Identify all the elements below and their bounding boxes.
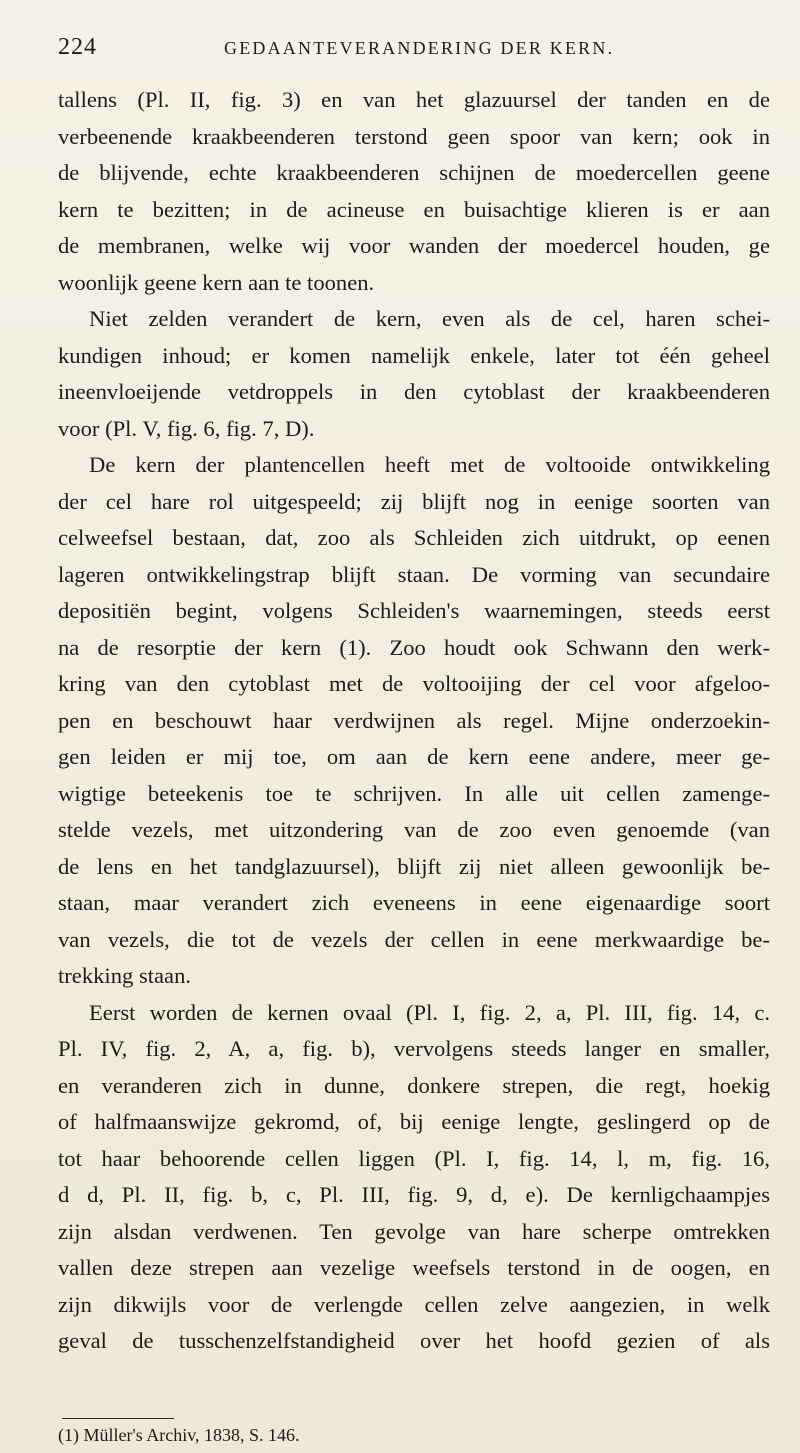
paragraph (58, 995, 770, 1360)
text-line: kundigen inhoud; er komen namelijk enkele, later tot één geheel (58, 342, 770, 368)
text-line: de lens en het tandglazuursel), blijft zij niet alleen gewoonlijk be- (58, 853, 770, 879)
text-line: Pl. IV, fig. 2, A, a, fig. b), vervolgens steeds langer en smaller, (58, 1036, 770, 1061)
text-line: kring van den cytoblast met de voltooijing der cel voor afgeloo- (58, 671, 770, 696)
page-number: 224 (58, 34, 97, 60)
text-line: De kern der plantencellen heeft met de voltooide ontwikkeling (89, 452, 770, 477)
text-line: depositiën begint, volgens Schleiden's waarnemingen, steeds eerst (58, 598, 770, 623)
body-text (58, 82, 770, 1360)
text-line: lageren ontwikkelingstrap blijft staan. De vorming van secundaire (58, 561, 770, 587)
text-line: pen en beschouwt haar verdwijnen als regel. Mijne onderzoekin- (58, 707, 770, 733)
text-line: kern te bezitten; in de acineuse en buisachtige klieren is er aan (58, 196, 770, 222)
text-line: staan, maar verandert zich eveneens in eene eigenaardige soort (58, 890, 770, 915)
text-line: tot haar behoorende cellen liggen (Pl. I, fig. 14, l, m, fig. 16, (58, 1145, 770, 1171)
text-line: der cel hare rol uitgespeeld; zij blijft nog in eenige soorten van (58, 488, 770, 514)
paragraph (58, 447, 770, 995)
text-line: tallens (Pl. II, fig. 3) en van het glazuursel der tanden en de (58, 87, 770, 112)
footnote: (1) Müller's Archiv, 1838, S. 146. (58, 1425, 300, 1445)
text-line: de membranen, welke wij voor wanden der moedercel houden, ge (58, 233, 770, 258)
text-line: verbeenende kraakbeenderen terstond geen spoor van kern; ook in (58, 123, 770, 149)
text-line: Eerst worden de kernen ovaal (Pl. I, fig. 2, a, Pl. III, fig. 14, c. (89, 999, 770, 1025)
text-line: zijn alsdan verdwenen. Ten gevolge van hare scherpe omtrekken (58, 1218, 770, 1244)
text-line: trekking staan. (58, 963, 192, 988)
paragraph (58, 301, 770, 447)
text-line: na de resorptie der kern (1). Zoo houdt ook Schwann den werk- (58, 634, 770, 660)
text-line: Niet zelden verandert de kern, even als de cel, haren schei- (89, 306, 770, 331)
text-line: voor (Pl. V, fig. 6, fig. 7, D). (58, 415, 315, 441)
text-line: zijn dikwijls voor de verlengde cellen zelve aangezien, in welk (58, 1291, 770, 1317)
text-line: celweefsel bestaan, dat, zoo als Schleiden zich uitdrukt, op eenen (58, 525, 770, 550)
paragraph (58, 82, 770, 301)
text-line: d d, Pl. II, fig. b, c, Pl. III, fig. 9, d, e). De kernligchaampjes (58, 1182, 770, 1207)
text-line: gen leiden er mij toe, om aan de kern eene andere, meer ge- (58, 744, 770, 769)
text-line: ineenvloeijende vetdroppels in den cytoblast der kraakbeenderen (58, 379, 770, 404)
text-line: wigtige beteekenis toe te schrijven. In alle uit cellen zamenge- (58, 780, 770, 806)
text-line: van vezels, die tot de vezels der cellen in eene merkwaardige be- (58, 926, 770, 952)
text-line: geval de tusschenzelfstandigheid over het hoofd gezien of als (58, 1328, 770, 1353)
text-line: of halfmaanswijze gekromd, of, bij eenige lengte, geslingerd op de (58, 1109, 770, 1134)
page-header (58, 34, 770, 68)
text-line: woonlijk geene kern aan te toonen. (58, 269, 375, 295)
text-line: en veranderen zich in dunne, donkere strepen, die regt, hoekig (58, 1072, 770, 1098)
text-line: de blijvende, echte kraakbeenderen schijnen de moedercellen geene (58, 160, 770, 185)
footnote-divider (62, 1418, 174, 1419)
running-head: GEDAANTEVERANDERING DER KERN. (224, 38, 615, 58)
text-line: stelde vezels, met uitzondering van de zoo even genoemde (van (58, 817, 770, 842)
text-line: vallen deze strepen aan vezelige weefsels terstond in de oogen, en (58, 1255, 770, 1280)
